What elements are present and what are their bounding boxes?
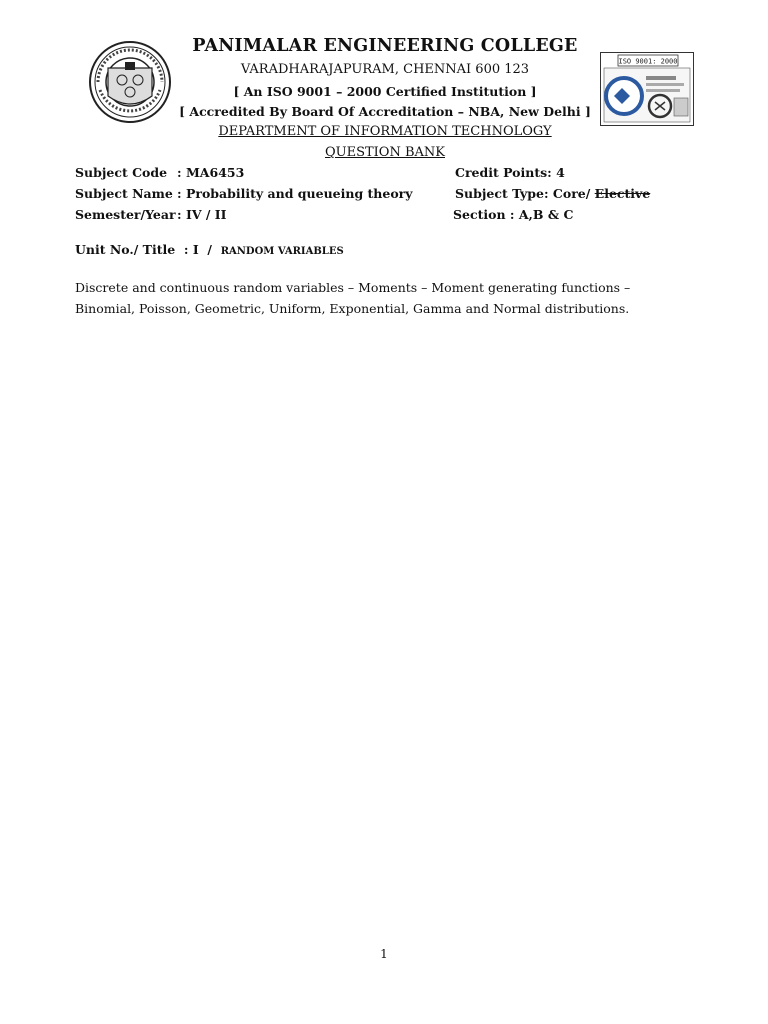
subject-code-label: Subject Code xyxy=(75,165,168,180)
college-name: PANIMALAR ENGINEERING COLLEGE xyxy=(192,36,578,56)
page-number: 1 xyxy=(380,947,388,961)
iso-certification-badge xyxy=(600,52,694,126)
iso-badge-label: ISO 9001: 2000 xyxy=(618,57,678,66)
document-title: QUESTION BANK xyxy=(324,145,445,160)
subject-code-value: : MA6453 xyxy=(177,165,245,180)
department-name: DEPARTMENT OF INFORMATION TECHNOLOGY xyxy=(218,124,552,139)
section: Section : A,B & C xyxy=(453,207,574,222)
subject-name-label: Subject Name xyxy=(75,186,173,201)
unit-title xyxy=(75,242,344,257)
subject-type-label: Subject Type: Core/ xyxy=(455,186,595,201)
iso-certification-line: [ An ISO 9001 – 2000 Certified Institution ] xyxy=(233,84,537,99)
syllabus-line: Discrete and continuous random variables – Moments – Moment generating functions – xyxy=(75,280,631,295)
semester-label: Semester/Year xyxy=(75,207,176,222)
semester-value: : IV / II xyxy=(177,207,227,222)
subject-type xyxy=(455,186,650,201)
unit-title-value: RANDOM VARIABLES xyxy=(220,246,344,257)
unit-syllabus xyxy=(75,277,635,319)
accreditation-line: [ Accredited By Board Of Accreditation – NBA, New Delhi ] xyxy=(179,104,591,119)
subject-type-struck-option: Elective xyxy=(594,186,651,201)
subject-name-value: : Probability and queueing theory xyxy=(177,186,413,201)
credit-points: Credit Points: 4 xyxy=(455,165,565,180)
syllabus-line: Binomial, Poisson, Geometric, Uniform, Exponential, Gamma and Normal distributions. xyxy=(75,301,630,316)
college-address: VARADHARAJAPURAM, CHENNAI 600 123 xyxy=(240,62,530,77)
college-seal-logo xyxy=(88,38,172,128)
unit-label: Unit No./ Title : I / xyxy=(75,242,221,257)
